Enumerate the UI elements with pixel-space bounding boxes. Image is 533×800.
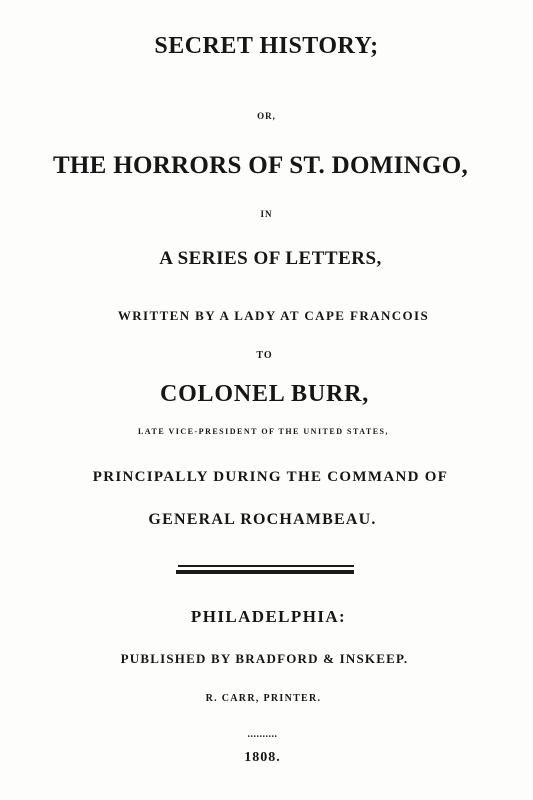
subtitle: THE HORRORS OF ST. DOMINGO, <box>52 152 469 179</box>
ornament-dots: .......... <box>247 729 278 740</box>
word-to: TO <box>256 350 273 361</box>
command-line-2: GENERAL ROCHAMBEAU. <box>148 511 377 528</box>
imprint-publisher: PUBLISHED BY BRADFORD & INSKEEP. <box>120 651 409 666</box>
recipient-name: COLONEL BURR, <box>159 381 370 407</box>
recipient-title: LATE VICE-PRESIDENT OF THE UNITED STATES, <box>137 427 390 436</box>
command-line-1: PRINCIPALLY DURING THE COMMAND OF <box>92 469 449 485</box>
imprint-year: 1808. <box>244 750 281 765</box>
divider-rule-thick <box>176 570 354 574</box>
word-in: IN <box>260 209 273 219</box>
series-line: A SERIES OF LETTERS, <box>159 248 382 269</box>
imprint-printer: R. CARR, PRINTER. <box>205 693 322 704</box>
author-line: WRITTEN BY A LADY AT CAPE FRANCOIS <box>117 308 430 323</box>
divider-rule-thin <box>178 565 354 567</box>
conjunction-or: OR, <box>257 111 276 121</box>
main-title: SECRET HISTORY; <box>154 33 379 59</box>
imprint-city: PHILADELPHIA: <box>190 607 347 626</box>
